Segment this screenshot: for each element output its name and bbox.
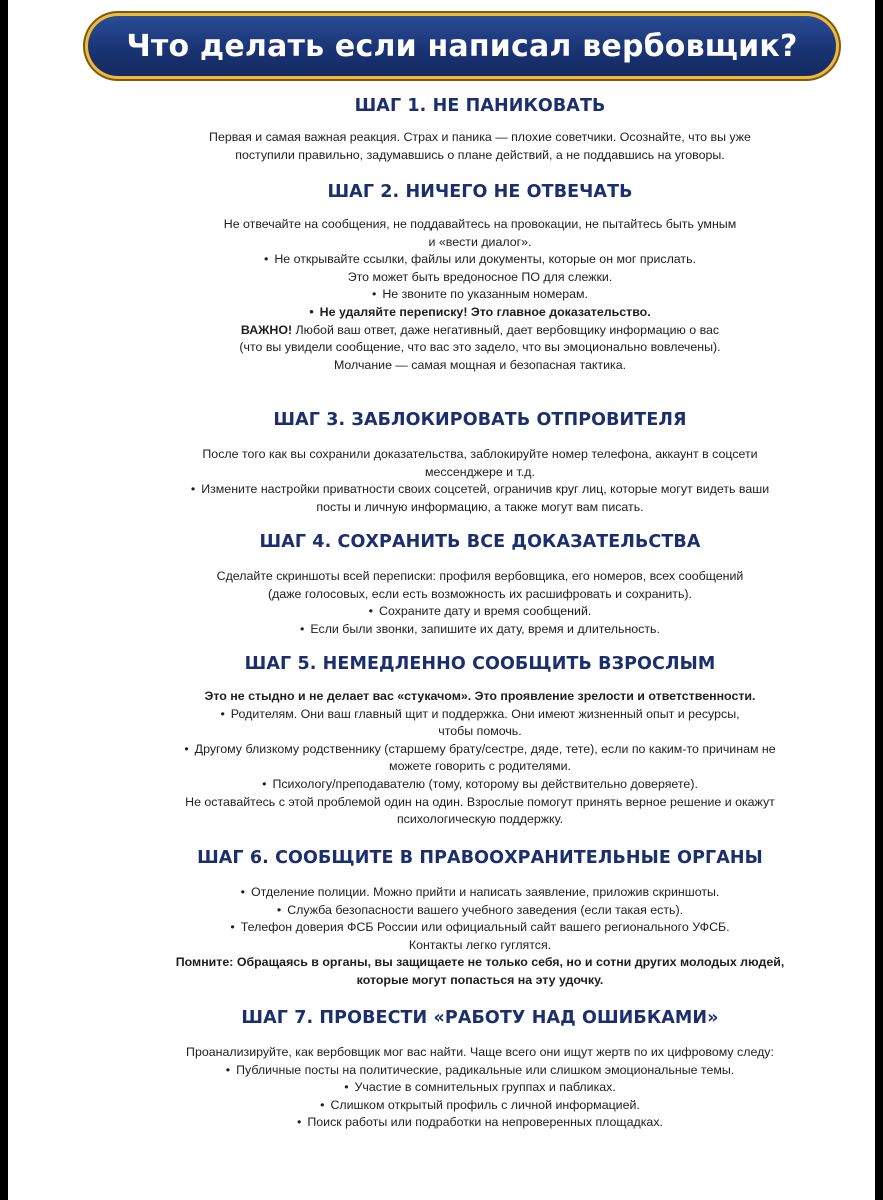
step-text: можете говорить с родителями. (389, 759, 571, 774)
step-text: Молчание — самая мощная и безопасная тактика. (333, 357, 627, 372)
step-text: Не отвечайте на сообщения, не поддавайтесь на провокации, не пытайтесь быть умным (223, 217, 737, 231)
bullet-item: • Другому близкому родственнику (старшему брату/сестре, дяде, тете), если по каким-то причинам не (110, 741, 850, 759)
step-text: Проанализируйте, как вербовщик мог вас найти. Чаще всего они ищут жертв по их цифровому следу: (186, 1045, 774, 1059)
bullet-item: • Отделение полиции. Можно прийти и написать заявление, приложив скриншоты. (110, 884, 850, 902)
step-text: поступили правильно, задумавшись о плане действий, а не поддавшись на уговоры. (235, 147, 725, 162)
bullet-item: • Участие в сомнительных группах и пабликах. (110, 1079, 850, 1097)
bullet-item: • Служба безопасности вашего учебного заведения (если такая есть). (110, 902, 850, 920)
step-text: чтобы помочь. (438, 724, 522, 739)
step-heading: ШАГ 2. НИЧЕГО НЕ ОТВЕЧАТЬ (327, 182, 633, 202)
bullet-item: • Психологу/преподавателю (тому, которому вы действительно доверяете). (110, 776, 850, 794)
step-text: Сделайте скриншоты всей переписки: профиля вербовщика, его номеров, всех сообщений (216, 569, 744, 583)
document-page (8, 0, 875, 1200)
step-text: и «вести диалог». (428, 234, 532, 249)
step-text-bold: которые могут попасться на эту удочку. (356, 972, 604, 987)
step-7 (110, 1008, 850, 1132)
step-5 (110, 654, 850, 829)
page-title: Что делать если написал вербовщик? (126, 28, 798, 64)
bullet-item: • Не звоните по указанным номерам. (110, 286, 850, 304)
step-text: мессенджере и т.д. (425, 464, 535, 479)
step-heading: ШАГ 4. СОХРАНИТЬ ВСЕ ДОКАЗАТЕЛЬСТВА (259, 532, 701, 552)
step-text-bold: Помните: Обращаясь в органы, вы защищаете не только себя, но и сотни других молодых людей, (175, 955, 785, 970)
bullet-item: • Слишком открытый профиль с личной информацией. (110, 1097, 850, 1115)
important-text: Любой ваш ответ, даже негативный, дает вербовщику информацию о вас (292, 322, 720, 337)
bullet-item: • Измените настройки приватности своих соцсетей, ограничив круг лиц, которые могут видеть ваши (110, 481, 850, 499)
bullet-item: • Родителям. Они ваш главный щит и поддержка. Они имеют жизненный опыт и ресурсы, (110, 706, 850, 724)
step-text: Первая и самая важная реакция. Страх и паника — плохие советчики. Осознайте, что вы уже (209, 130, 751, 144)
bullet-item: • Сохраните дату и время сообщений. (110, 603, 850, 621)
step-6 (110, 848, 850, 990)
step-text: Не оставайтесь с этой проблемой один на один. Взрослые помогут принять верное решение и окажут (185, 794, 775, 809)
bullet-item: • Если были звонки, запишите их дату, время и длительность. (110, 621, 850, 639)
step-text-bold: Это не стыдно и не делает вас «стукачом». Это проявление зрелости и ответственности. (204, 689, 756, 703)
important-label: ВАЖНО! (240, 322, 293, 337)
important-note (110, 322, 850, 340)
step-heading: ШАГ 1. НЕ ПАНИКОВАТЬ (354, 96, 606, 116)
step-2 (110, 182, 850, 374)
step-text: После того как вы сохранили доказательства, заблокируйте номер телефона, аккаунт в соцсети (202, 447, 758, 461)
step-heading: ШАГ 7. ПРОВЕСТИ «РАБОТУ НАД ОШИБКАМИ» (241, 1008, 719, 1028)
title-banner (88, 16, 836, 76)
step-text: Контакты легко гуглятся. (408, 937, 552, 952)
step-text: (что вы увидели сообщение, что вас это задело, что вы эмоционально вовлечены). (239, 340, 721, 355)
bullet-item-bold: • Не удаляйте переписку! Это главное доказательство. (110, 304, 850, 322)
bullet-item: • Публичные посты на политические, радикальные или слишком эмоциональные темы. (110, 1062, 850, 1080)
bullet-item: • Телефон доверия ФСБ России или официальный сайт вашего регионального УФСБ. (110, 919, 850, 937)
step-text: (даже голосовых, если есть возможность их расшифровать и сохранить). (268, 586, 692, 601)
step-heading: ШАГ 3. ЗАБЛОКИРОВАТЬ ОТПРОВИТЕЛЯ (273, 410, 687, 430)
step-heading: ШАГ 6. СООБЩИТЕ В ПРАВООХРАНИТЕЛЬНЫЕ ОРГАНЫ (197, 848, 763, 868)
step-text: Это может быть вредоносное ПО для слежки. (347, 269, 613, 284)
step-text: психологическую поддержку. (396, 812, 564, 827)
step-text: посты и личную информацию, а также могут вам писать. (316, 499, 644, 514)
step-3 (110, 410, 850, 516)
step-4 (110, 532, 850, 638)
step-heading: ШАГ 5. НЕМЕДЛЕННО СООБЩИТЬ ВЗРОСЛЫМ (244, 654, 716, 674)
step-1 (110, 96, 850, 164)
bullet-item: • Не открывайте ссылки, файлы или документы, которые он мог прислать. (110, 251, 850, 269)
bullet-item: • Поиск работы или подработки на непроверенных площадках. (110, 1114, 850, 1132)
